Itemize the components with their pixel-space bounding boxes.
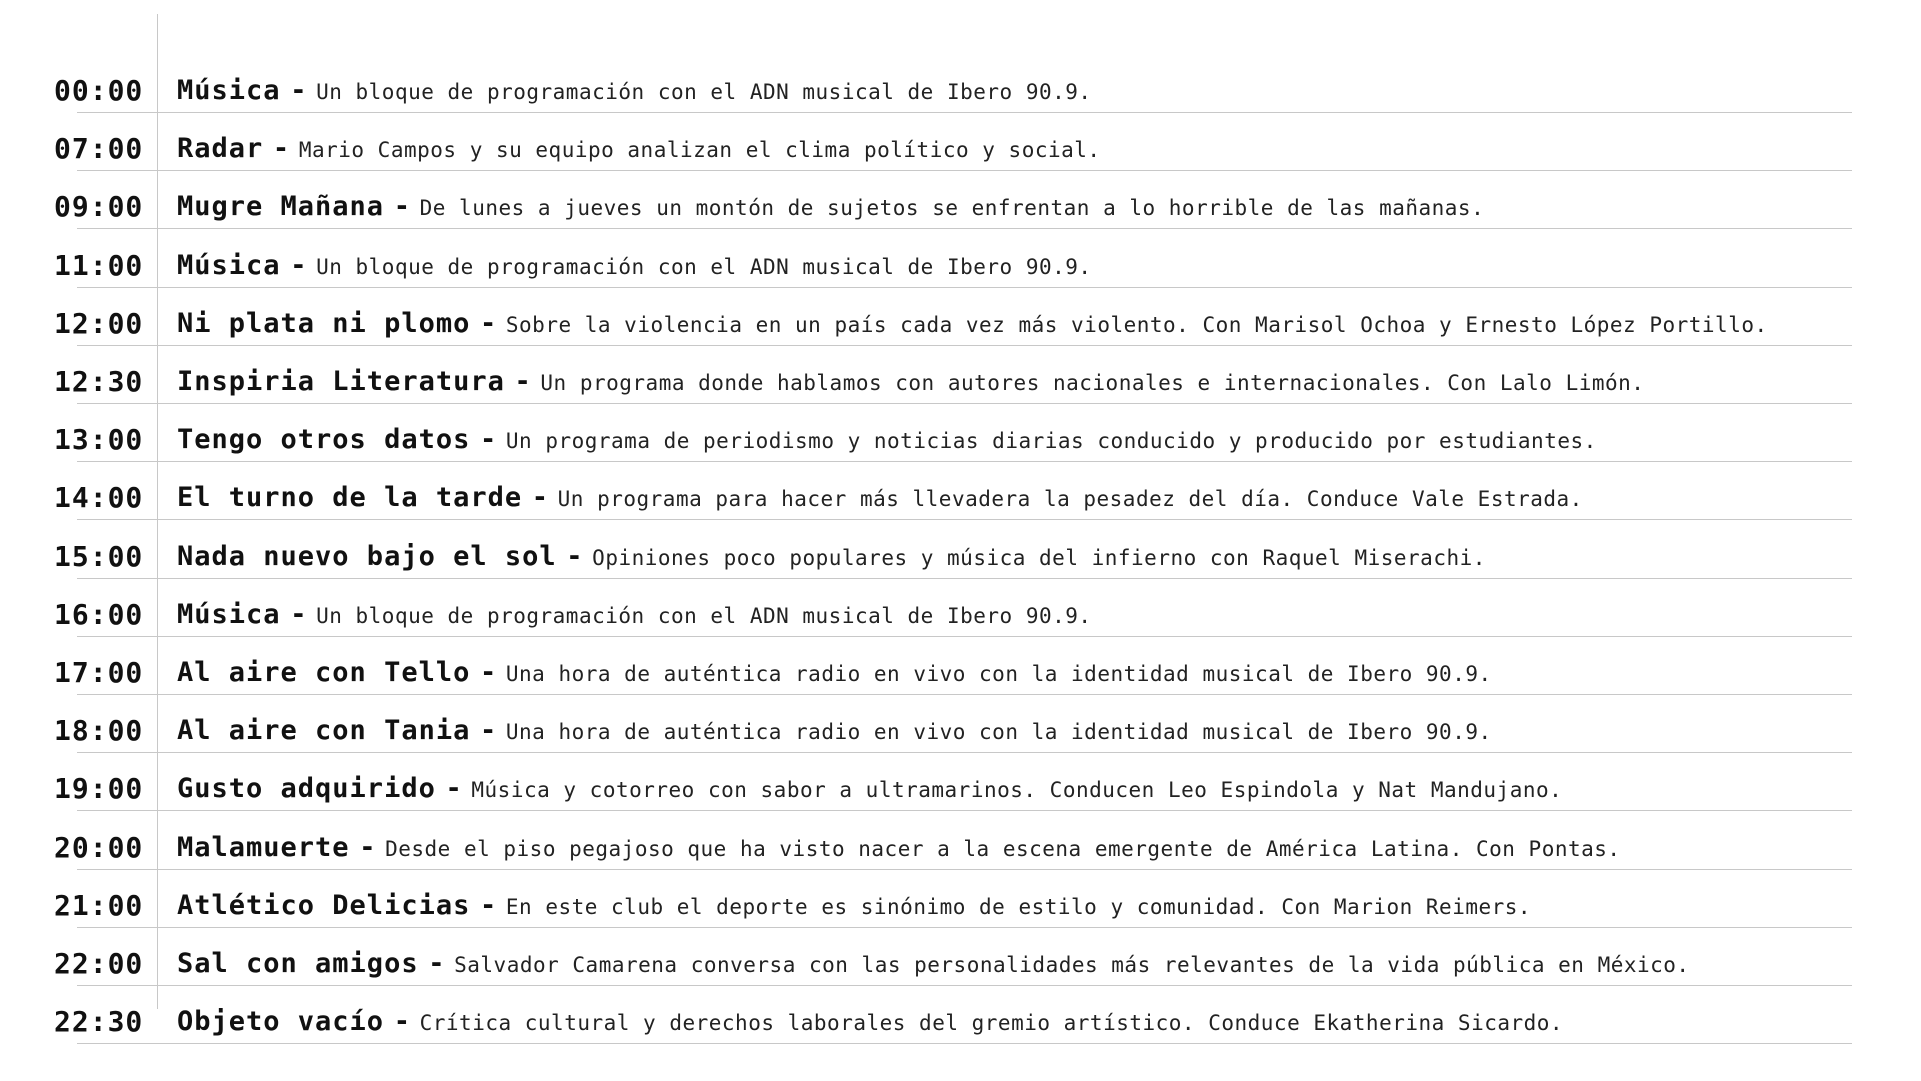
schedule-row <box>0 353 1921 411</box>
program-description: Una hora de auténtica radio en vivo con la identidad musical de Ibero 90.9. <box>505 720 1492 745</box>
title-separator: - <box>479 657 497 688</box>
program-entry <box>177 935 1690 996</box>
program-description: Un programa de periodismo y noticias diarias conducido y producido por estudiantes. <box>505 429 1597 454</box>
title-separator: - <box>479 307 497 339</box>
program-entry <box>177 993 1563 1054</box>
program-description: Crítica cultural y derechos laborales del gremio artístico. Conduce Ekatherina Sicardo. <box>419 1011 1564 1036</box>
row-divider <box>77 345 1852 346</box>
program-description: Un programa para hacer más llevadera la pesadez del día. Conduce Vale Estrada. <box>557 487 1583 512</box>
program-entry <box>177 178 1484 239</box>
program-description: De lunes a jueves un montón de sujetos se enfrentan a lo horrible de las mañanas. <box>419 196 1485 221</box>
program-entry <box>177 819 1621 880</box>
program-entry <box>177 644 1492 705</box>
time-label: 14:00 <box>54 481 144 515</box>
title-separator: - <box>272 133 290 165</box>
program-entry <box>177 469 1583 530</box>
time-label: 16:00 <box>54 597 144 631</box>
program-entry <box>177 411 1597 472</box>
time-label: 22:00 <box>54 947 144 980</box>
program-entry <box>177 877 1531 938</box>
title-separator: - <box>514 366 531 397</box>
time-label: 11:00 <box>54 248 144 282</box>
program-title: Mugre Mañana <box>177 191 385 223</box>
row-divider <box>77 694 1852 695</box>
program-entry <box>177 528 1486 589</box>
program-title: Gusto adquirido <box>177 773 436 805</box>
title-separator: - <box>479 424 497 456</box>
schedule-row <box>0 644 1921 702</box>
schedule-row <box>0 702 1921 760</box>
schedule-row <box>0 935 1921 993</box>
title-separator: - <box>290 598 307 630</box>
time-label: 19:00 <box>54 772 144 806</box>
time-label: 09:00 <box>54 190 144 224</box>
program-entry <box>177 586 1092 647</box>
title-separator: - <box>479 889 497 921</box>
program-entry <box>177 62 1092 123</box>
program-title: Al aire con Tania <box>177 715 471 747</box>
program-title: Malamuerte <box>177 831 350 863</box>
row-divider <box>77 287 1852 288</box>
program-title: Música <box>177 75 281 106</box>
program-title: Radar <box>177 133 264 165</box>
row-divider <box>77 1043 1852 1044</box>
program-title: Música <box>177 598 281 630</box>
row-divider <box>77 927 1852 928</box>
row-divider <box>77 461 1852 462</box>
program-title: Objeto vacío <box>177 1006 385 1038</box>
row-divider <box>77 578 1852 579</box>
row-divider <box>77 985 1852 986</box>
row-divider <box>77 228 1852 229</box>
schedule-row <box>0 877 1921 935</box>
time-label: 00:00 <box>54 74 144 107</box>
program-title: Atlético Delicias <box>177 889 471 921</box>
program-description: Un bloque de programación con el ADN musical de Ibero 90.9. <box>316 254 1092 279</box>
program-entry <box>177 237 1092 298</box>
time-label: 22:30 <box>54 1005 144 1039</box>
program-description: Un bloque de programación con el ADN musical de Ibero 90.9. <box>316 80 1092 104</box>
program-description: Una hora de auténtica radio en vivo con la identidad musical de Ibero 90.9. <box>505 662 1492 686</box>
title-separator: - <box>290 249 307 281</box>
time-label: 13:00 <box>54 423 144 457</box>
program-title: Al aire con Tello <box>177 657 471 688</box>
time-label: 15:00 <box>54 539 144 573</box>
time-label: 20:00 <box>54 830 144 864</box>
program-title: Nada nuevo bajo el sol <box>177 540 557 572</box>
time-label: 07:00 <box>54 132 144 166</box>
program-description: Un programa donde hablamos con autores nacionales e internacionales. Con Lalo Limón. <box>540 371 1645 395</box>
program-entry <box>177 702 1492 763</box>
row-divider <box>77 112 1852 113</box>
program-title: Inspiria Literatura <box>177 366 505 397</box>
schedule-row <box>0 237 1921 295</box>
time-label: 21:00 <box>54 888 144 922</box>
program-description: En este club el deporte es sinónimo de estilo y comunidad. Con Marion Reimers. <box>505 894 1532 919</box>
program-description: Un bloque de programación con el ADN musical de Ibero 90.9. <box>316 603 1092 628</box>
title-separator: - <box>290 75 307 106</box>
row-divider <box>77 519 1852 520</box>
title-separator: - <box>445 773 462 805</box>
row-divider <box>77 869 1852 870</box>
schedule-row <box>0 411 1921 469</box>
title-separator: - <box>566 540 583 572</box>
program-description: Mario Campos y su equipo analizan el clima político y social. <box>298 138 1101 163</box>
program-description: Sobre la violencia en un país cada vez más violento. Con Marisol Ochoa y Ernesto López Portillo. <box>505 312 1768 337</box>
program-title: El turno de la tarde <box>177 482 523 514</box>
schedule-row <box>0 819 1921 877</box>
title-separator: - <box>393 1006 410 1038</box>
row-divider <box>77 636 1852 637</box>
program-entry <box>177 353 1644 414</box>
program-title: Música <box>177 249 281 281</box>
program-title: Tengo otros datos <box>177 424 471 456</box>
time-label: 12:00 <box>54 306 144 340</box>
program-entry <box>177 295 1768 356</box>
schedule-row <box>0 178 1921 236</box>
time-label: 18:00 <box>54 714 144 748</box>
program-title: Ni plata ni plomo <box>177 307 471 339</box>
row-divider <box>77 810 1852 811</box>
row-divider <box>77 752 1852 753</box>
program-entry <box>177 760 1562 821</box>
program-entry <box>177 120 1101 181</box>
title-separator: - <box>479 715 497 747</box>
title-separator: - <box>359 831 376 863</box>
row-divider <box>77 403 1852 404</box>
schedule-row <box>0 469 1921 527</box>
schedule-row <box>0 62 1921 120</box>
schedule-row <box>0 295 1921 353</box>
time-label: 12:30 <box>54 365 144 398</box>
title-separator: - <box>393 191 410 223</box>
schedule-row <box>0 586 1921 644</box>
time-label: 17:00 <box>54 656 144 689</box>
title-separator: - <box>428 948 445 979</box>
schedule-row <box>0 120 1921 178</box>
title-separator: - <box>531 482 549 514</box>
program-description: Desde el piso pegajoso que ha visto nacer a la escena emergente de América Latina. Con Pontas. <box>385 836 1621 861</box>
program-description: Salvador Camarena conversa con las personalidades más relevantes de la vida pública en México. <box>454 953 1690 977</box>
program-title: Sal con amigos <box>177 948 419 979</box>
schedule-row <box>0 528 1921 586</box>
schedule-row <box>0 760 1921 818</box>
schedule-row <box>0 993 1921 1051</box>
program-description: Opiniones poco populares y música del infierno con Raquel Miserachi. <box>592 545 1486 570</box>
row-divider <box>77 170 1852 171</box>
program-description: Música y cotorreo con sabor a ultramarinos. Conducen Leo Espindola y Nat Mandujano. <box>471 778 1563 803</box>
